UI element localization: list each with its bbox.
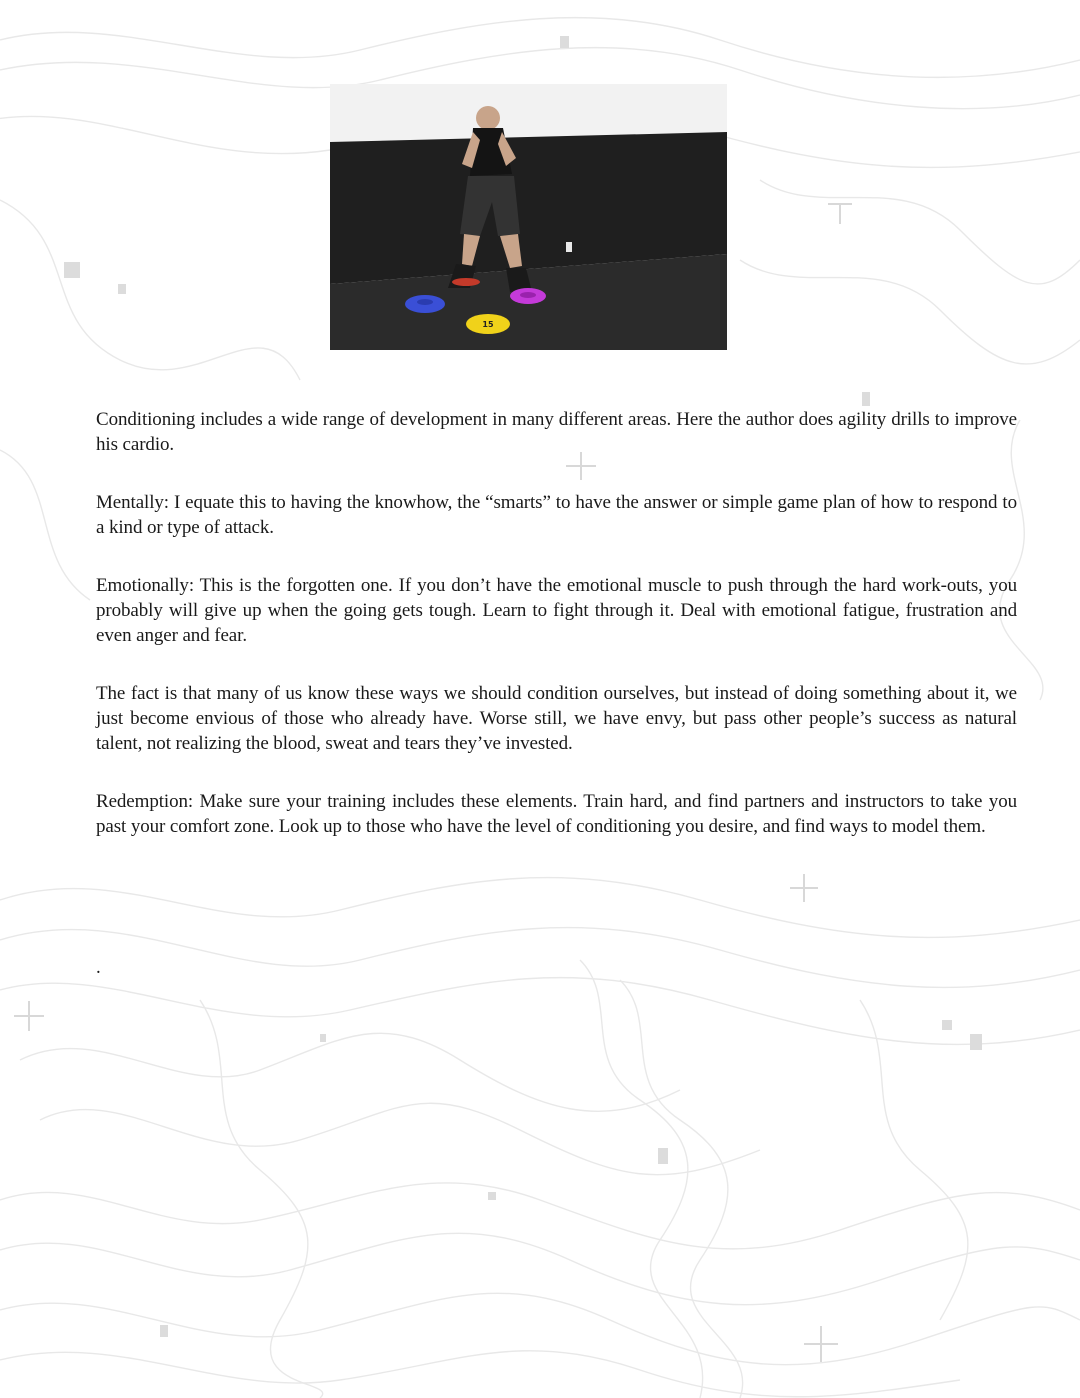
paragraph-redemption: Redemption: Make sure your training includes these elements. Train hard, and find partners and instructors to take you past your comfort zone. Look up to those who have the level of conditioning you desire, and find ways to model them. — [96, 791, 1017, 837]
agility-drill-photo — [330, 84, 727, 350]
photo-icon — [330, 84, 727, 350]
article-body — [96, 407, 1017, 872]
paragraph-mentally: Mentally: I equate this to having the knowhow, the “smarts” to have the answer or simple game plan of how to respond to a kind or type of attack. — [96, 492, 1017, 538]
floor-disc-yellow — [466, 314, 510, 334]
trailing-period: . — [96, 957, 101, 978]
paragraph-caption: Conditioning includes a wide range of development in many different areas. Here the author does agility drills to improve his cardio. — [96, 409, 1017, 455]
floor-disc-blue — [405, 295, 445, 313]
floor-disc-purple — [510, 288, 546, 304]
paragraph-envy: The fact is that many of us know these ways we should condition ourselves, but instead of doing something about it, we just become envious of those who already have. Worse still, we have envy, but pass other people’s success as natural talent, not realizing the blood, sweat and tears they’ve invested. — [96, 683, 1017, 754]
paragraph-emotionally: Emotionally: This is the forgotten one. If you don’t have the emotional muscle to push through the hard work-outs, you probably will give up when the going gets tough. Learn to fight through it. Deal with emotional fatigue, frustration and even anger and fear. — [96, 575, 1017, 646]
yellow-disc-label: 15 — [482, 320, 494, 329]
